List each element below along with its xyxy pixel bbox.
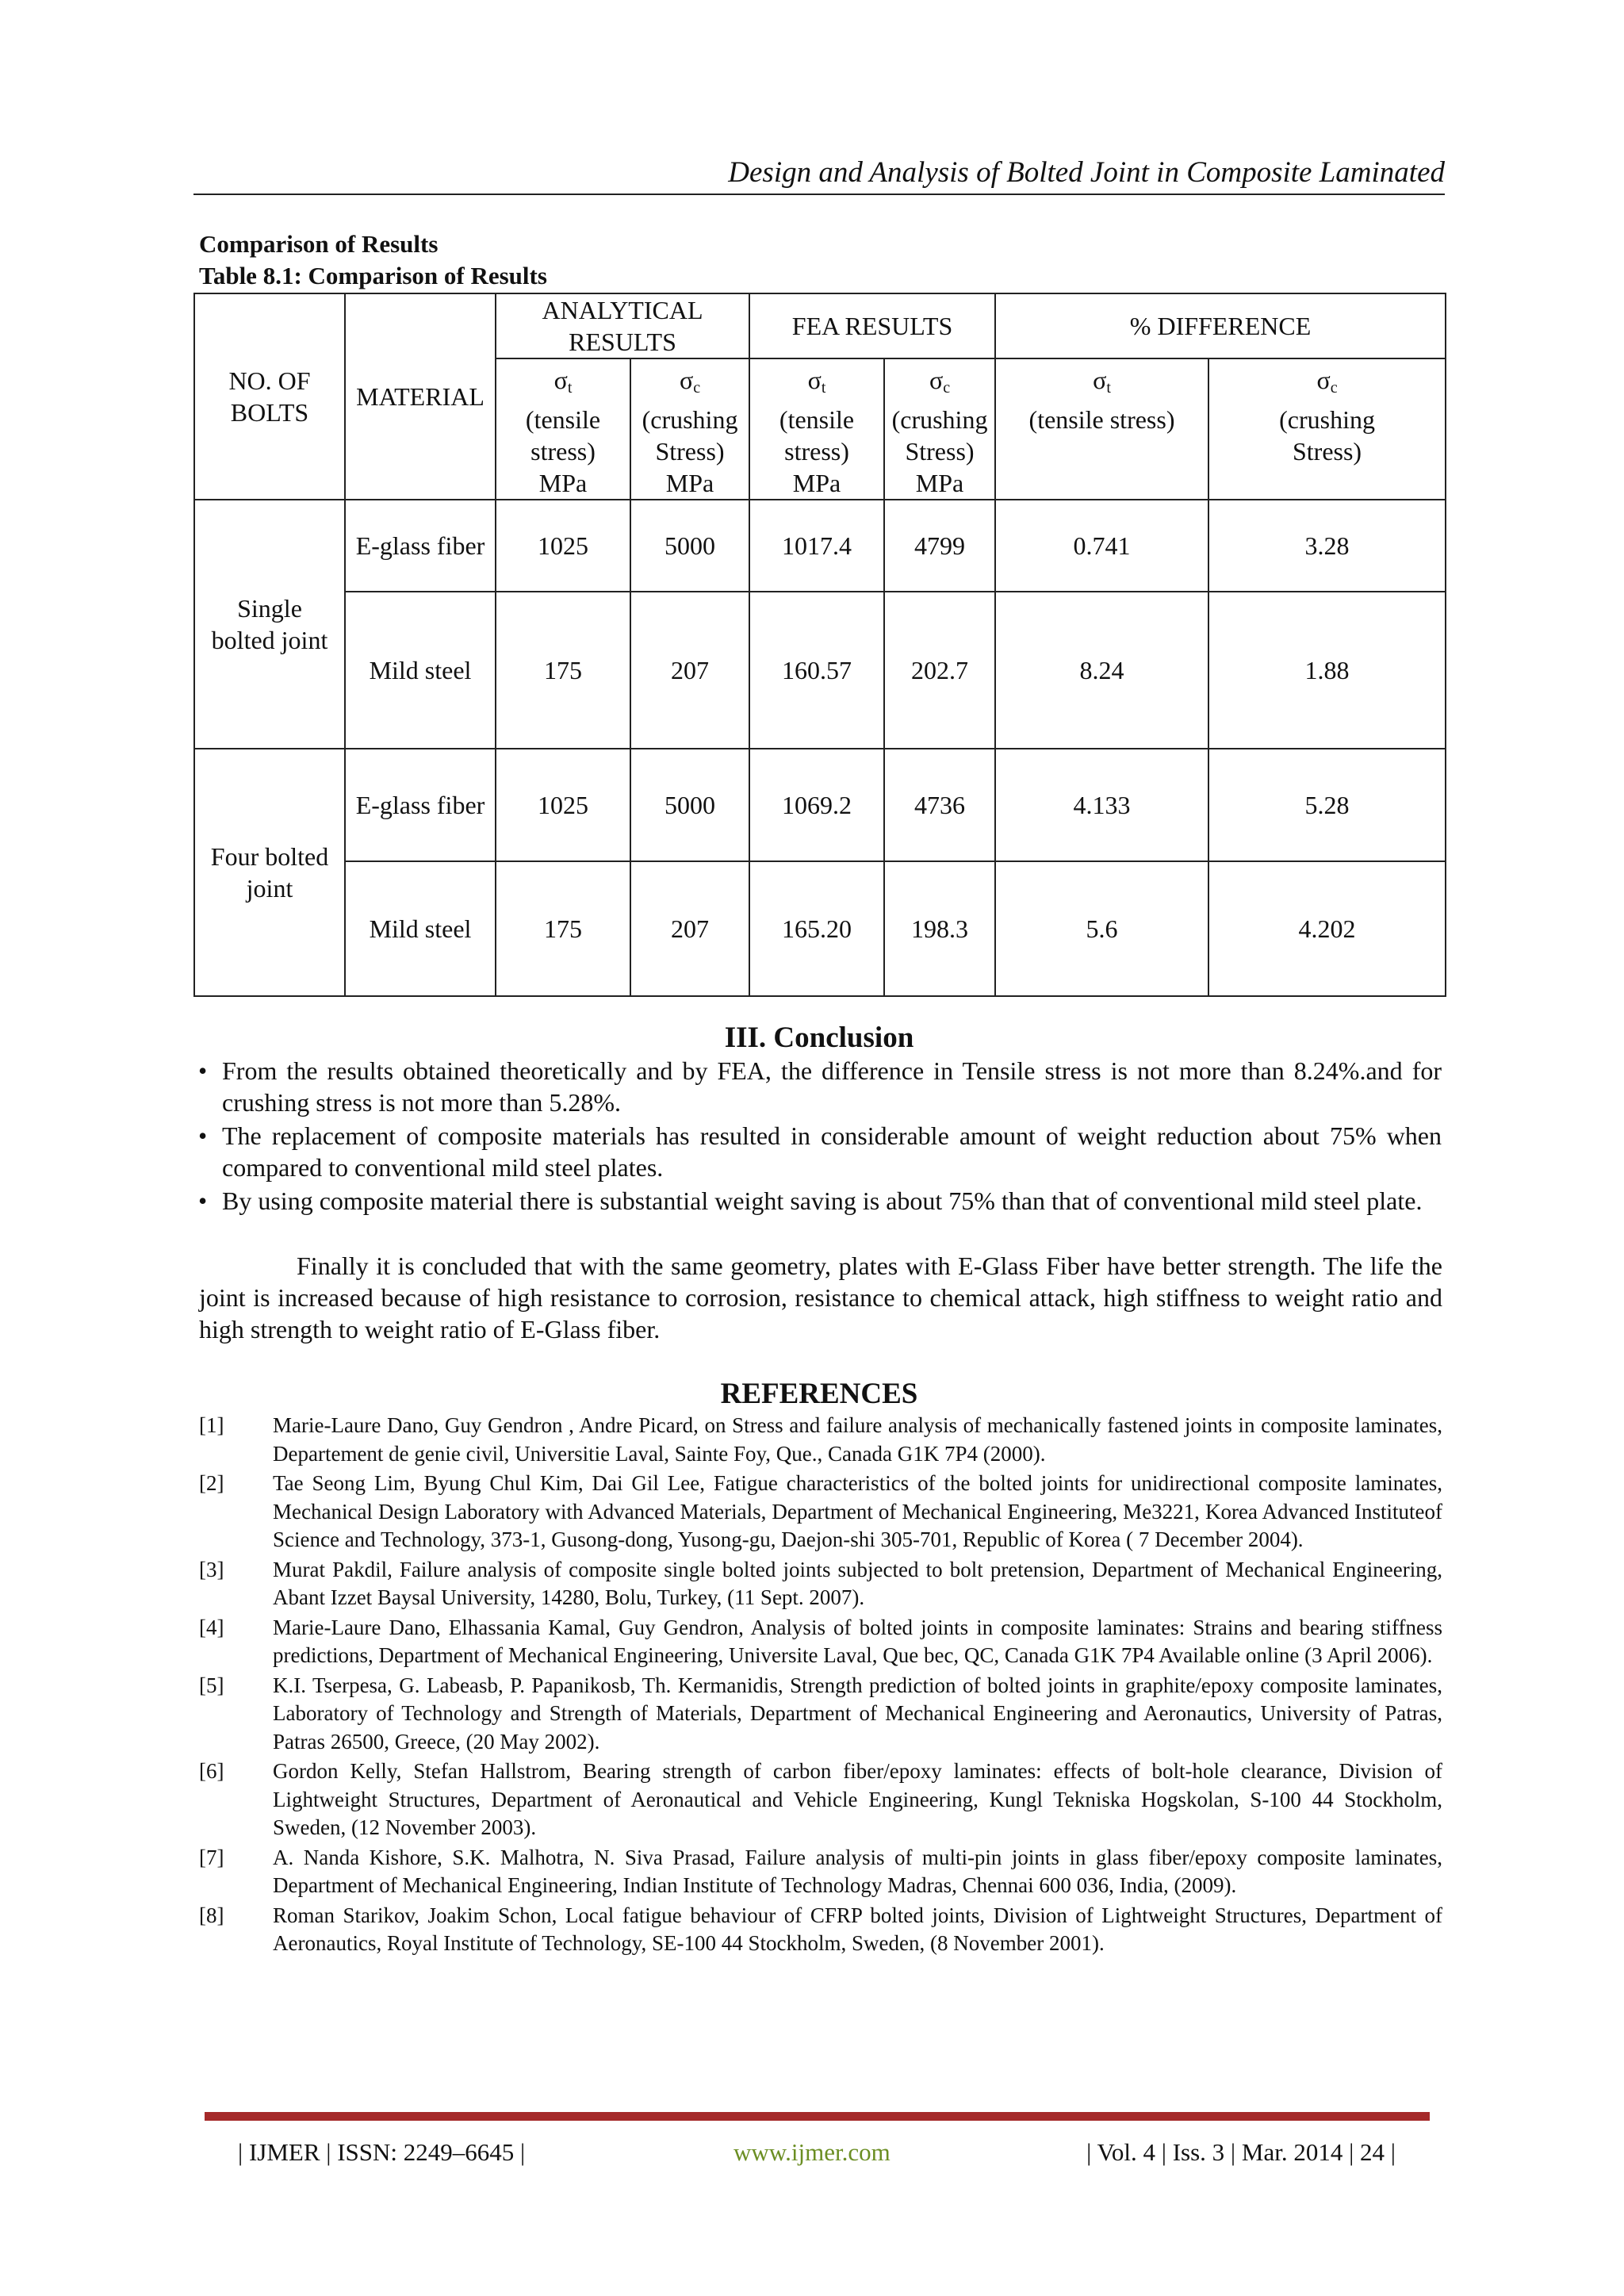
subheader-diff-crushing xyxy=(1208,358,1446,500)
sigma-subscript: t xyxy=(567,379,573,397)
unit-label: (crushing Stress) xyxy=(1279,405,1375,466)
fea-crushing-cell: 4736 xyxy=(884,749,995,861)
header-rule xyxy=(193,194,1445,195)
running-header: Design and Analysis of Bolted Joint in Composite Laminated xyxy=(728,156,1445,189)
sigma-symbol: σ xyxy=(929,366,944,394)
reference-number: [1] xyxy=(199,1413,224,1437)
fea-crushing-cell: 202.7 xyxy=(884,592,995,749)
unit-label: (tensile stress) xyxy=(1028,405,1175,434)
reference-item xyxy=(199,1844,1442,1900)
references-heading: REFERENCES xyxy=(720,1378,918,1410)
reference-item xyxy=(199,1470,1442,1554)
reference-text: A. Nanda Kishore, S.K. Malhotra, N. Siva Prasad, Failure analysis of multi-pin joints in glass fiber/epoxy composite laminates, Department of Mechanical Engineering, Indian Institute of Technology Madras, Chennai 600 036, India, (2009). xyxy=(273,1845,1442,1897)
footer-journal-info: | IJMER | ISSN: 2249–6645 | xyxy=(238,2138,526,2166)
footer-website-link[interactable]: www.ijmer.com xyxy=(733,2138,891,2166)
reference-number: [3] xyxy=(199,1557,224,1581)
reference-number: [7] xyxy=(199,1845,224,1869)
subheader-fea-crushing xyxy=(884,358,995,500)
reference-number: [4] xyxy=(199,1615,224,1639)
unit-label: (crushing Stress) MPa xyxy=(891,405,988,497)
analytical-tensile-cell: 175 xyxy=(496,861,630,996)
reference-text: Gordon Kelly, Stefan Hallstrom, Bearing strength of carbon fiber/epoxy laminates: effects of bolt-hole clearance, Division of Lightweight Structures, Department of Aeronautical and Vehicle Engineering, Kungl Tekniska Hogskolan, S-100 44 Stockholm, Sweden, (12 November 2003). xyxy=(273,1759,1442,1839)
diff-crushing-cell: 1.88 xyxy=(1208,592,1446,749)
sigma-subscript: c xyxy=(943,379,951,397)
group-label: Four bolted joint xyxy=(194,749,345,996)
subheader-analytical-crushing xyxy=(630,358,749,500)
diff-tensile-cell: 5.6 xyxy=(995,861,1208,996)
reference-text: Roman Starikov, Joakim Schon, Local fatigue behaviour of CFRP bolted joints, Division of Lightweight Structures, Department of Aeronautics, Royal Institute of Technology, SE-100 44 Stockholm, Sweden, (8 November 2001). xyxy=(273,1903,1442,1955)
col-header-no-of-bolts: NO. OF BOLTS xyxy=(194,293,345,500)
diff-tensile-cell: 8.24 xyxy=(995,592,1208,749)
sigma-subscript: t xyxy=(821,379,826,397)
col-header-analytical: ANALYTICAL RESULTS xyxy=(496,293,749,358)
sigma-symbol: σ xyxy=(1093,366,1107,394)
analytical-crushing-cell: 5000 xyxy=(630,500,749,592)
references-list xyxy=(199,1412,1442,1960)
reference-text: Tae Seong Lim, Byung Chul Kim, Dai Gil Lee, Fatigue characteristics of the bolted joints for unidirectional composite laminates, Mechanical Design Laboratory with Advanced Materials, Department of Mechanical Engineering, Me3221, Korea Advanced Instituteof Science and Technology, 373-1, Gusong-dong, Yusong-gu, Daejon-shi 305-701, Republic of Korea ( 7 December 2004). xyxy=(273,1471,1442,1551)
reference-text: Murat Pakdil, Failure analysis of composite single bolted joints subjected to bolt pretension, Department of Mechanical Engineering, Abant Izzet Baysal University, 14280, Bolu, Turkey, (11 Sept. 2007). xyxy=(273,1557,1442,1609)
section-caption: Comparison of Results xyxy=(199,230,439,258)
diff-crushing-cell: 3.28 xyxy=(1208,500,1446,592)
subheader-fea-tensile xyxy=(749,358,884,500)
fea-tensile-cell: 1017.4 xyxy=(749,500,884,592)
analytical-tensile-cell: 1025 xyxy=(496,749,630,861)
table-row xyxy=(194,500,1446,592)
unit-label: (tensile stress) MPa xyxy=(779,405,855,497)
material-cell: Mild steel xyxy=(345,861,496,996)
fea-crushing-cell: 198.3 xyxy=(884,861,995,996)
results-table xyxy=(193,293,1446,997)
reference-text: Marie-Laure Dano, Guy Gendron , Andre Picard, on Stress and failure analysis of mechanically fastened joints in composite laminates, Departement de genie civil, Universitie Laval, Sainte Foy, Que., Canada G1K 7P4 (2000). xyxy=(273,1413,1442,1466)
subheader-diff-tensile xyxy=(995,358,1208,500)
material-cell: Mild steel xyxy=(345,592,496,749)
footer-issue-info: | Vol. 4 | Iss. 3 | Mar. 2014 | 24 | xyxy=(1086,2138,1396,2166)
reference-item xyxy=(199,1556,1442,1612)
sigma-subscript: c xyxy=(693,379,701,397)
footer-rule xyxy=(205,2112,1430,2121)
subheader-analytical-tensile xyxy=(496,358,630,500)
analytical-crushing-cell: 5000 xyxy=(630,749,749,861)
fea-tensile-cell: 165.20 xyxy=(749,861,884,996)
analytical-tensile-cell: 1025 xyxy=(496,500,630,592)
conclusion-bullets xyxy=(193,1055,1442,1218)
bullet-text: From the results obtained theoretically and by FEA, the difference in Tensile stress is not more than 8.24%.and for crushing stress is not more than 5.28%. xyxy=(222,1056,1442,1117)
sigma-symbol: σ xyxy=(679,366,694,394)
reference-text: Marie-Laure Dano, Elhassania Kamal, Guy Gendron, Analysis of bolted joints in composite laminates: Strains and bearing stiffness predictions, Department of Mechanical Engineering, Universite Laval, Que bec, QC, Canada G1K 7P4 Available online (3 April 2006). xyxy=(273,1615,1442,1667)
reference-item xyxy=(199,1902,1442,1958)
bullet-text: The replacement of composite materials has resulted in considerable amount of weight reduction about 75% when compared to conventional mild steel plates. xyxy=(222,1121,1442,1182)
analytical-tensile-cell: 175 xyxy=(496,592,630,749)
col-header-difference: % DIFFERENCE xyxy=(995,293,1446,358)
fea-tensile-cell: 1069.2 xyxy=(749,749,884,861)
reference-number: [8] xyxy=(199,1903,224,1927)
diff-crushing-cell: 4.202 xyxy=(1208,861,1446,996)
sigma-symbol: σ xyxy=(807,366,822,394)
table-caption: Table 8.1: Comparison of Results xyxy=(199,262,547,289)
bullet-text: By using composite material there is substantial weight saving is about 75% than that of conventional mild steel plate. xyxy=(222,1186,1423,1215)
list-item xyxy=(193,1185,1442,1217)
sigma-subscript: c xyxy=(1330,379,1338,397)
col-header-material: MATERIAL xyxy=(345,293,496,500)
table-header-row-1 xyxy=(194,293,1446,358)
material-cell: E-glass fiber xyxy=(345,749,496,861)
reference-item xyxy=(199,1614,1442,1670)
fea-crushing-cell: 4799 xyxy=(884,500,995,592)
list-item xyxy=(193,1120,1442,1183)
sigma-symbol: σ xyxy=(553,366,568,394)
conclusion-heading: III. Conclusion xyxy=(724,1022,914,1054)
col-header-fea: FEA RESULTS xyxy=(749,293,995,358)
list-item xyxy=(193,1055,1442,1118)
diff-tensile-cell: 4.133 xyxy=(995,749,1208,861)
table-row xyxy=(194,861,1446,996)
sigma-subscript: t xyxy=(1106,379,1111,397)
unit-label: (tensile stress) MPa xyxy=(525,405,601,497)
material-cell: E-glass fiber xyxy=(345,500,496,592)
page-footer xyxy=(238,2135,1396,2170)
diff-tensile-cell: 0.741 xyxy=(995,500,1208,592)
table-row xyxy=(194,749,1446,861)
reference-number: [2] xyxy=(199,1471,224,1495)
analytical-crushing-cell: 207 xyxy=(630,861,749,996)
reference-text: K.I. Tserpesa, G. Labeasb, P. Papanikosb, Th. Kermanidis, Strength prediction of bolted joints in graphite/epoxy composite laminates, Laboratory of Technology and Strength of Materials, Department of Mechanical Engineering and Aeronautics, University of Patras, Patras 26500, Greece, (20 May 2002). xyxy=(273,1673,1442,1754)
fea-tensile-cell: 160.57 xyxy=(749,592,884,749)
sigma-symbol: σ xyxy=(1316,366,1331,394)
reference-item xyxy=(199,1757,1442,1842)
reference-number: [5] xyxy=(199,1673,224,1697)
reference-item xyxy=(199,1412,1442,1468)
table-row xyxy=(194,592,1446,749)
diff-crushing-cell: 5.28 xyxy=(1208,749,1446,861)
group-label: Single bolted joint xyxy=(194,500,345,749)
bullet-icon: • xyxy=(198,1186,208,1215)
bullet-icon: • xyxy=(198,1121,208,1150)
reference-item xyxy=(199,1672,1442,1757)
unit-label: (crushing Stress) MPa xyxy=(642,405,738,497)
reference-number: [6] xyxy=(199,1759,224,1783)
analytical-crushing-cell: 207 xyxy=(630,592,749,749)
conclusion-paragraph: Finally it is concluded that with the same geometry, plates with E-Glass Fiber have better strength. The life the joint is increased because of high resistance to corrosion, resistance to chemical attack, high stiffness to weight ratio and high strength to weight ratio of E-Glass fiber. xyxy=(199,1251,1442,1343)
bullet-icon: • xyxy=(198,1056,208,1085)
